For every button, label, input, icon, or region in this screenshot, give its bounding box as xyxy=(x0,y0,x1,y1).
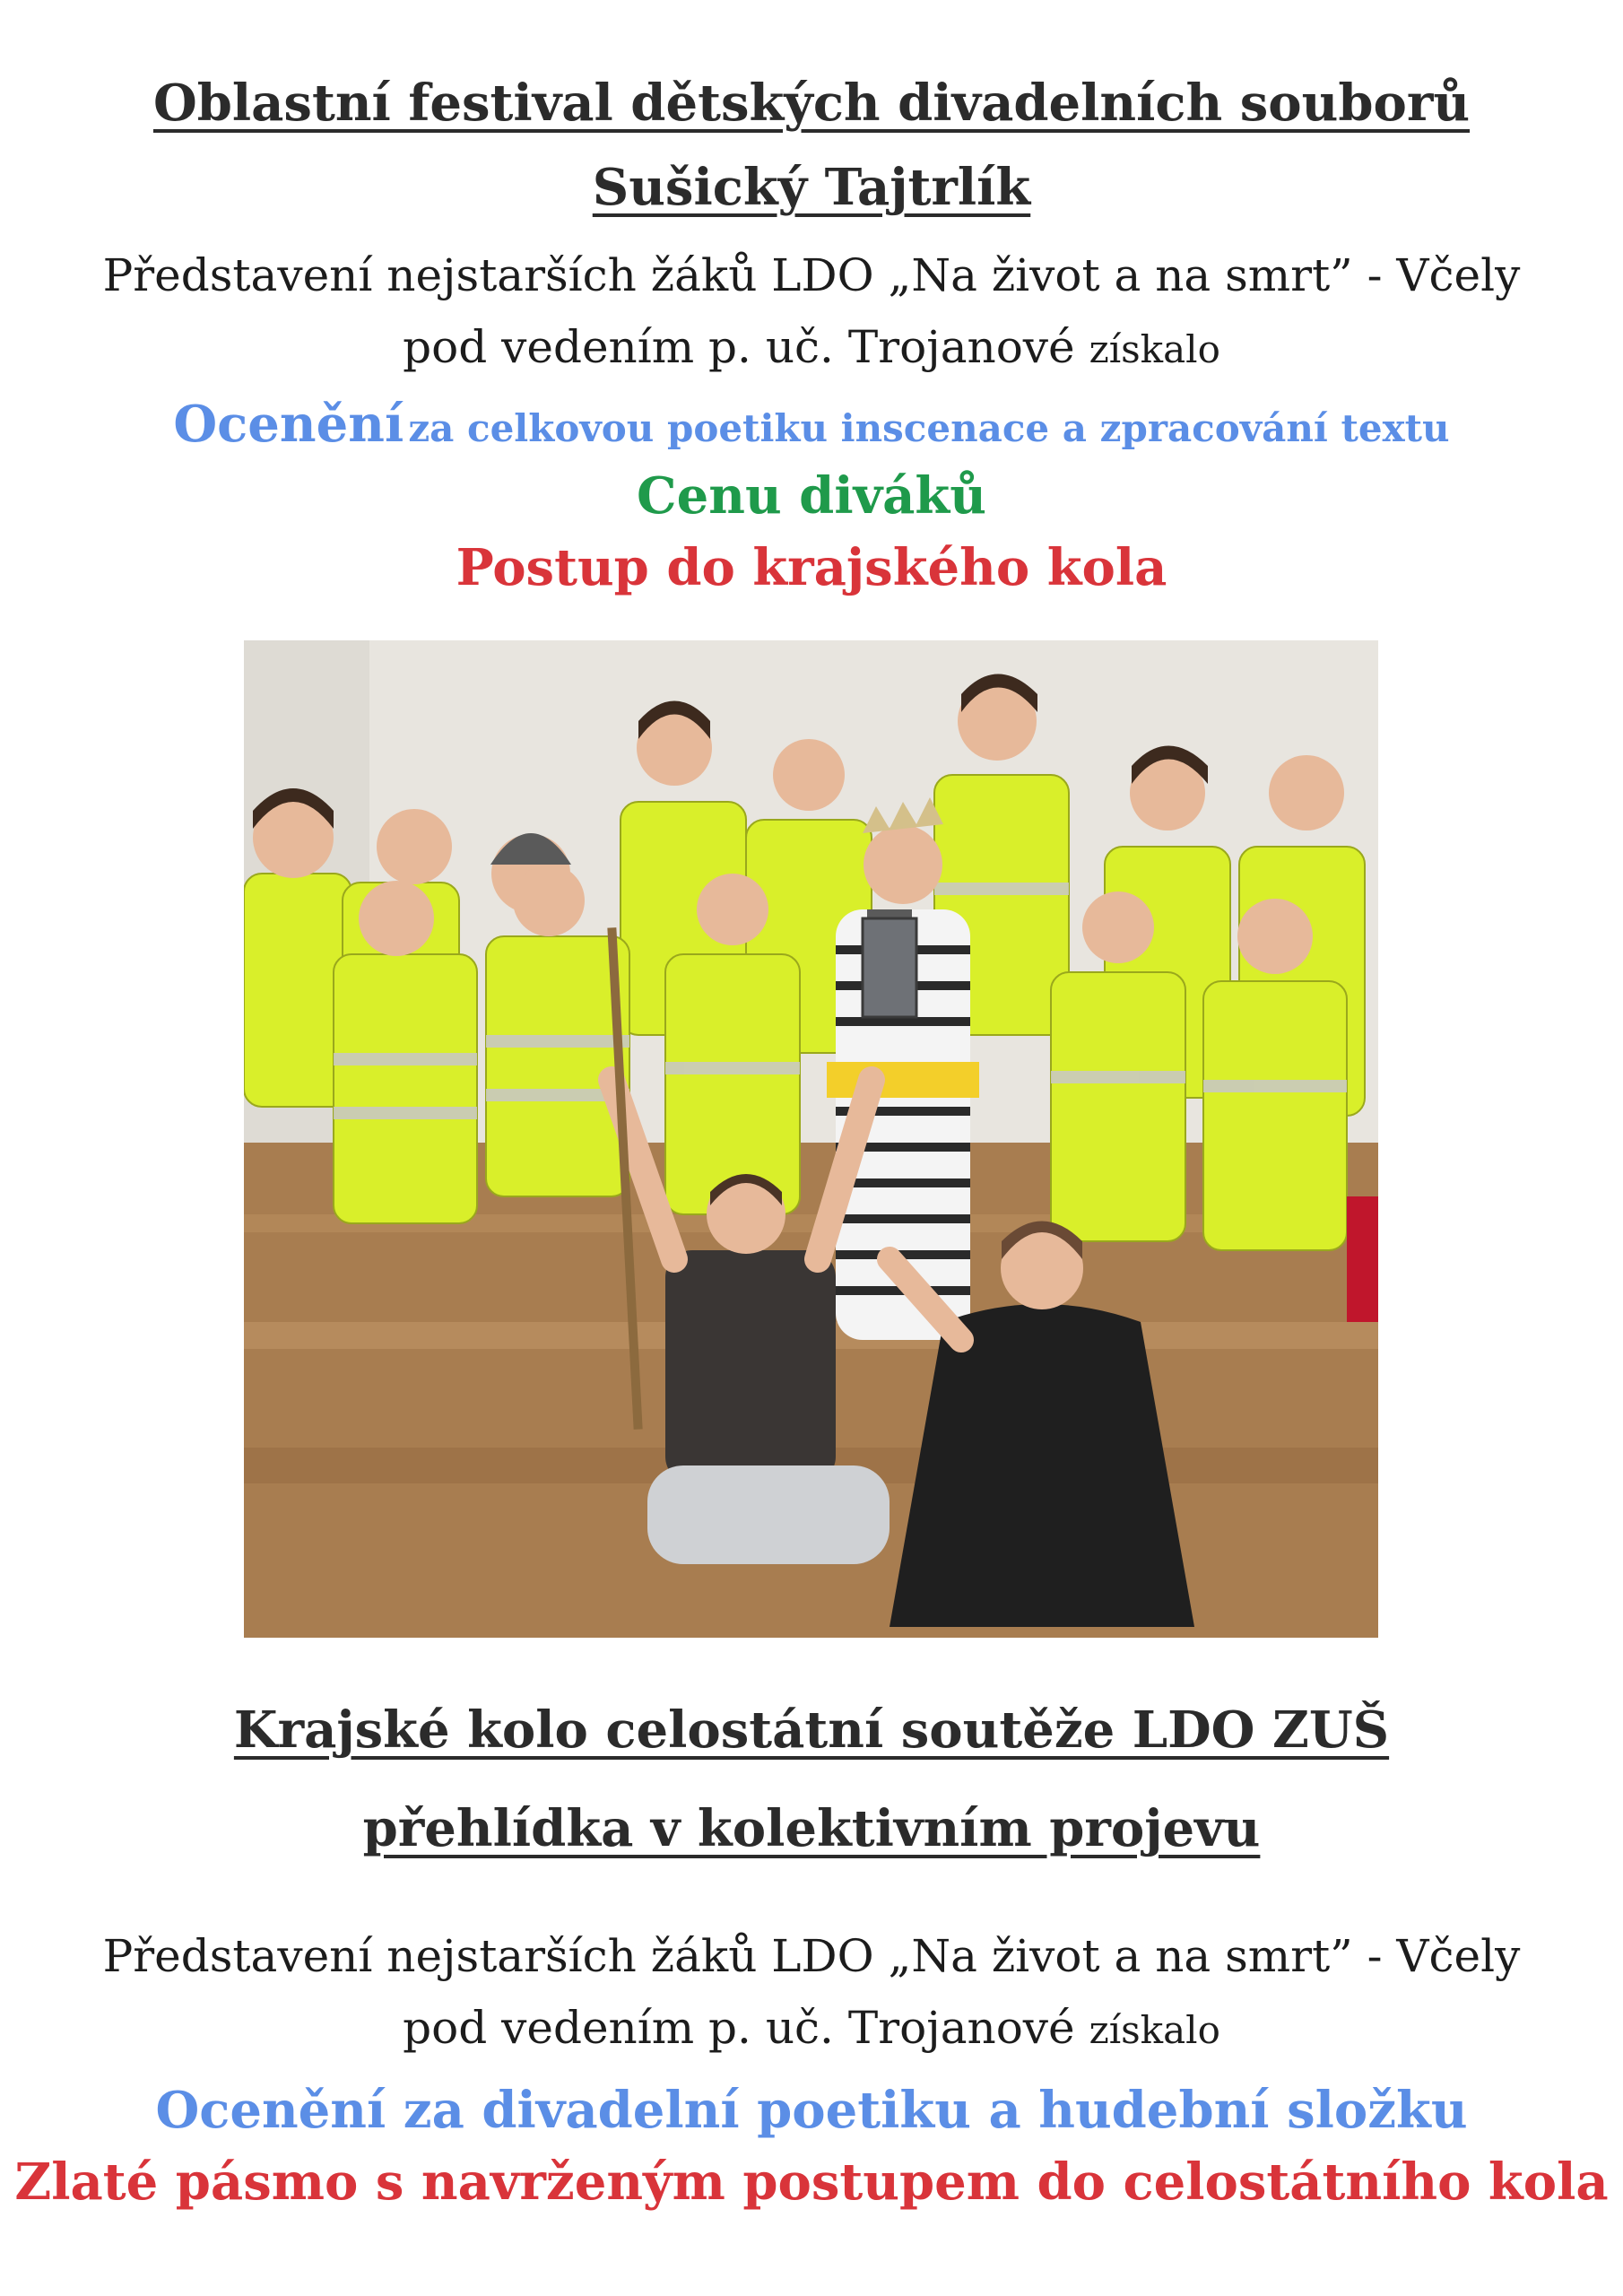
festival-title-line2: Sušický Tajtrlík xyxy=(592,158,1031,217)
group-photo-illustration xyxy=(244,640,1378,1638)
festival-intro-line2 xyxy=(0,321,1623,373)
festival-intro-line1: Představení nejstarších žáků LDO „Na život a na smrt” - Včely xyxy=(102,249,1521,301)
regional-award-poetics: Ocenění za divadelní poetiku a hudební složku xyxy=(155,2081,1468,2140)
festival-intro-got: získalo xyxy=(1089,327,1220,371)
regional-intro-teacher: pod vedením p. uč. Trojanové xyxy=(403,2002,1075,2054)
festival-intro-teacher: pod vedením p. uč. Trojanové xyxy=(403,321,1075,373)
regional-title-line1: Krajské kolo celostátní soutěže LDO ZUŠ xyxy=(233,1700,1390,1760)
festival-award-poetics xyxy=(0,395,1623,454)
regional-intro-line1: Představení nejstarších žáků LDO „Na život a na smrt” - Včely xyxy=(102,1930,1521,1982)
regional-intro-got: získalo xyxy=(1089,2008,1220,2052)
group-photo xyxy=(244,640,1378,1638)
regional-intro-line2 xyxy=(0,2002,1623,2054)
festival-award-poetics-rest: za celkovou poetiku inscenace a zpracování textu xyxy=(408,406,1450,450)
regional-title-line2: přehlídka v kolektivním projevu xyxy=(362,1799,1261,1858)
festival-award-audience: Cenu diváků xyxy=(637,466,986,526)
festival-award-poetics-lead: Ocenění xyxy=(173,395,404,454)
regional-award-gold: Zlaté pásmo s navrženým postupem do celostátního kola xyxy=(14,2152,1609,2212)
festival-title-line1: Oblastní festival dětských divadelních souborů xyxy=(152,74,1471,133)
festival-award-advance: Postup do krajského kola xyxy=(456,538,1167,597)
